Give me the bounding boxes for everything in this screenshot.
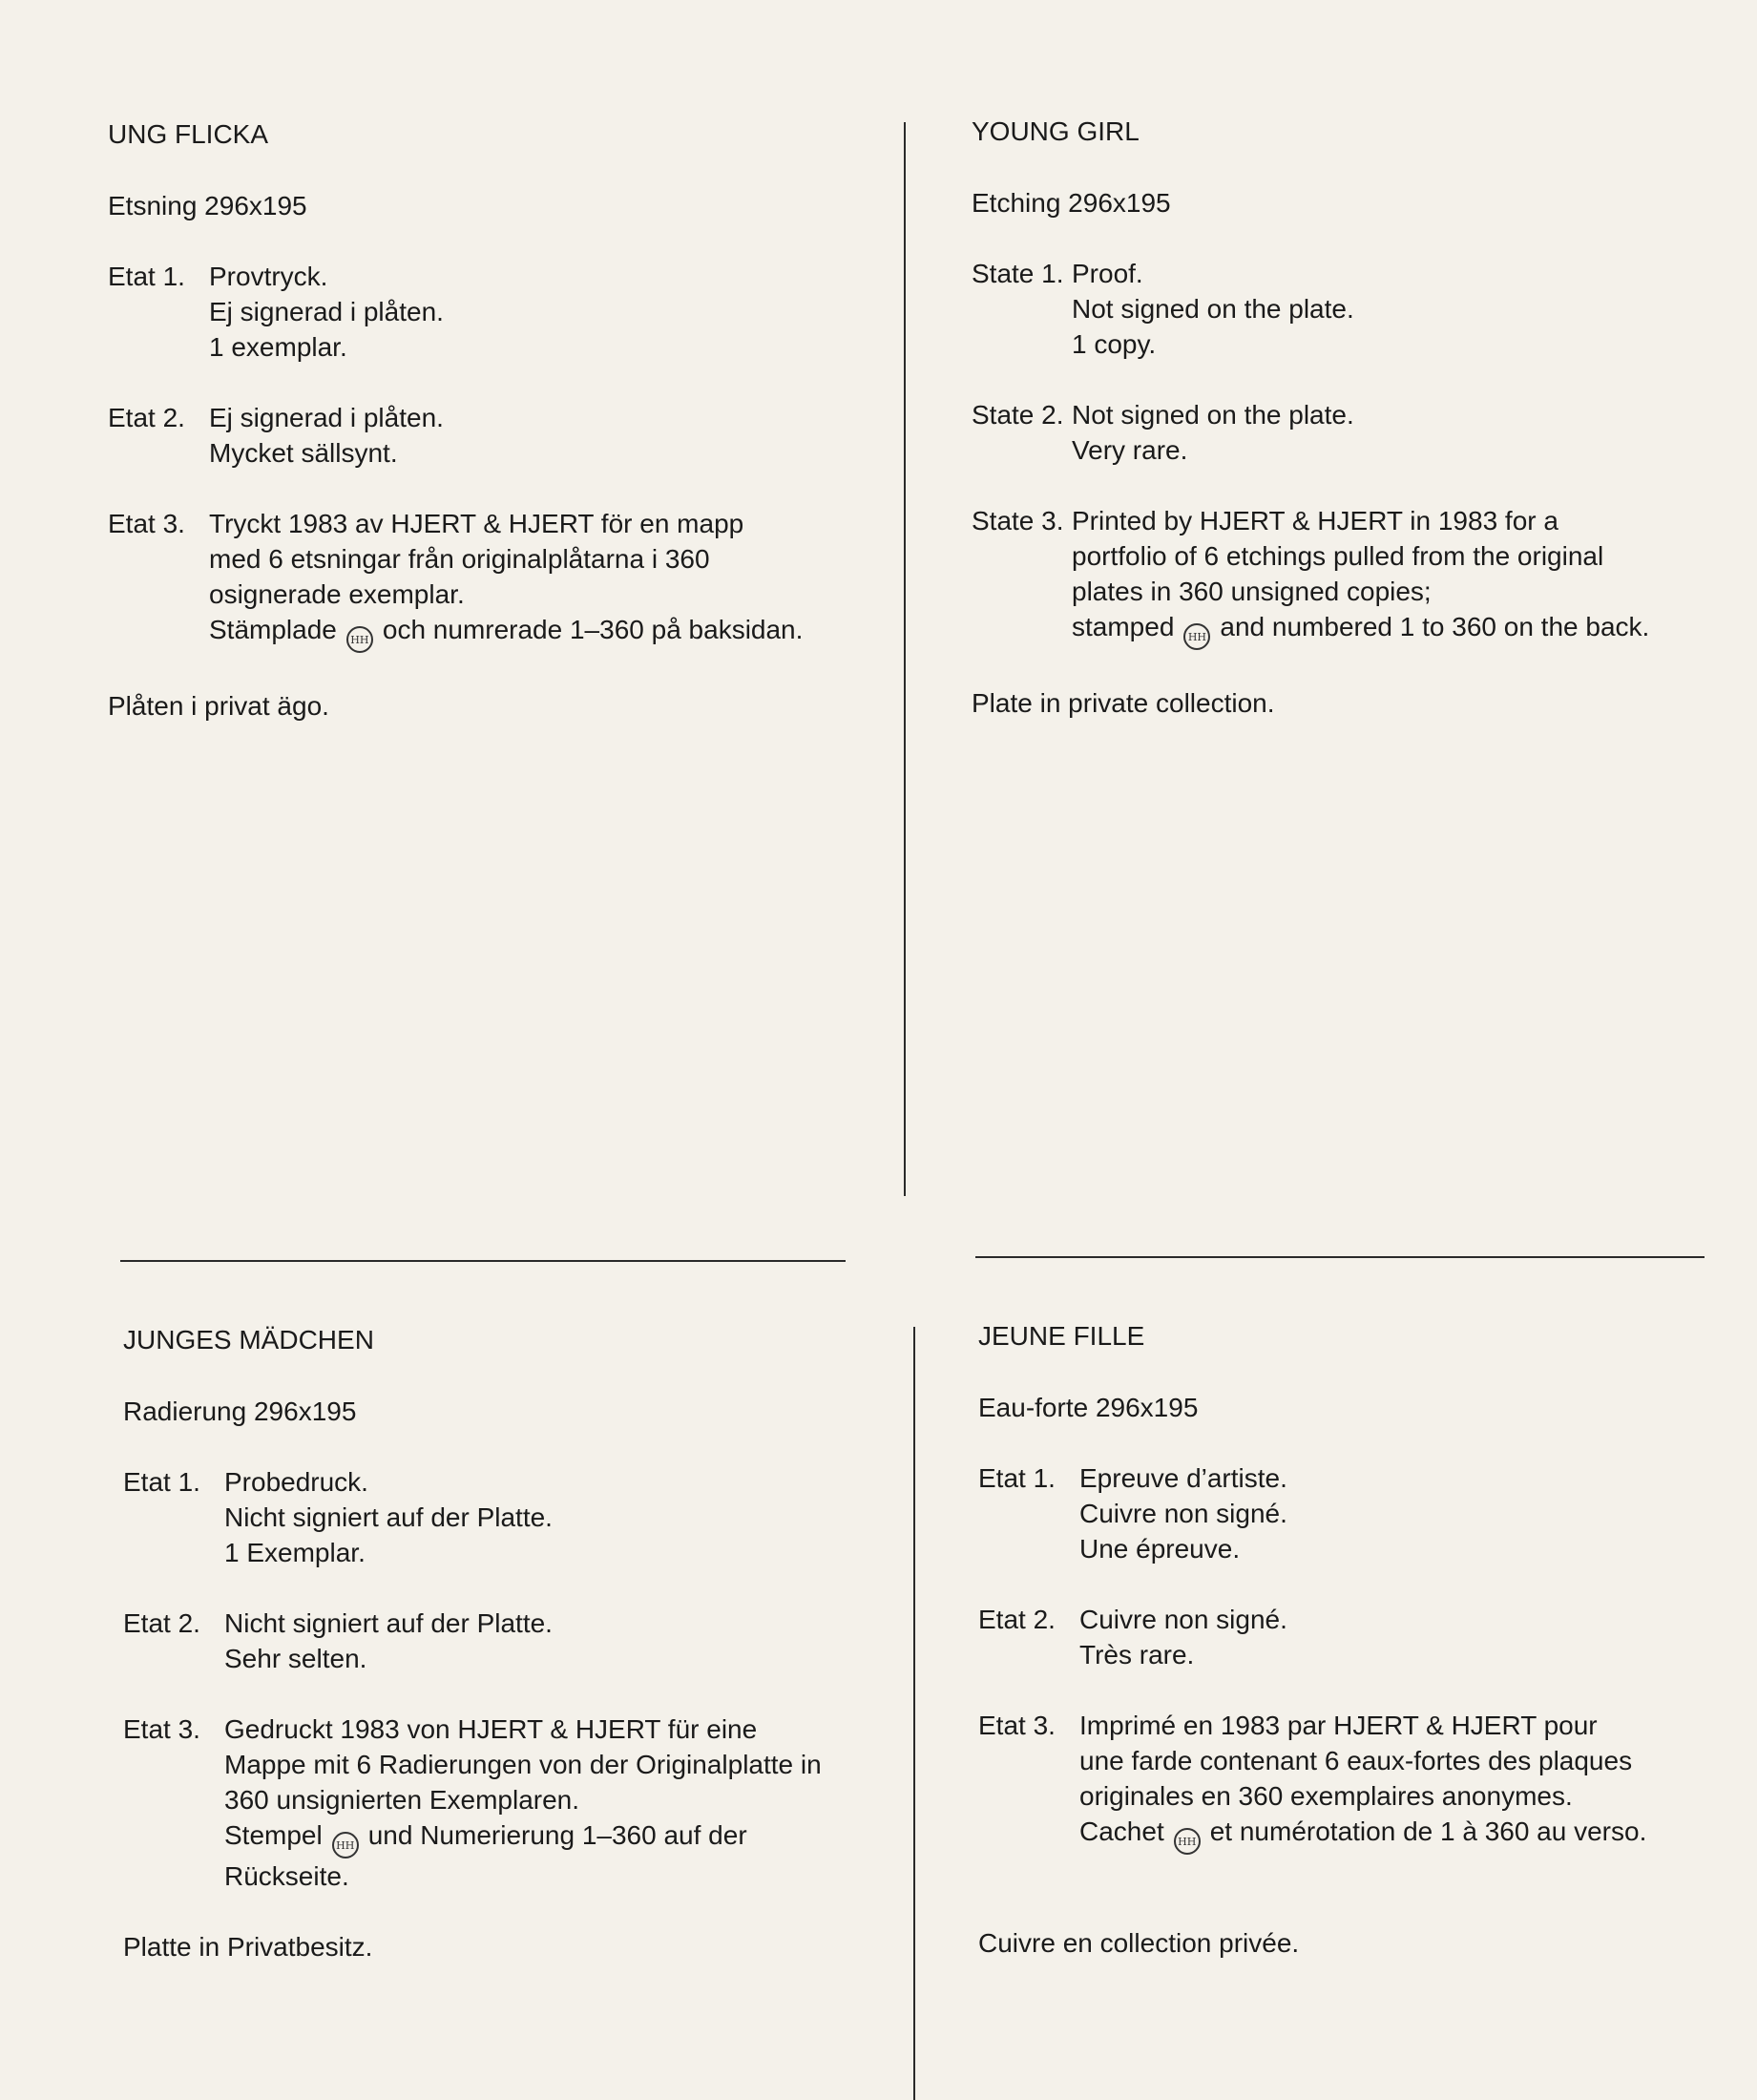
state-line: osignerade exemplar. xyxy=(209,579,465,609)
hjert-stamp-icon: HH xyxy=(1183,623,1210,650)
state-line: portfolio of 6 etchings pulled from the original xyxy=(1072,541,1604,571)
state-line: Epreuve d’artiste. xyxy=(1079,1463,1287,1493)
stamp-text-after: und Numerierung 1–360 auf der xyxy=(367,1820,747,1850)
state-label: Etat 2. xyxy=(123,1608,200,1638)
state-line: plates in 360 unsigned copies; xyxy=(1072,577,1432,606)
stamp-line xyxy=(1072,609,1649,650)
section-title: JUNGES MÄDCHEN xyxy=(123,1325,374,1354)
state-line: Sehr selten. xyxy=(224,1644,367,1673)
state-2 xyxy=(108,400,803,471)
state-line: Une épreuve. xyxy=(1079,1534,1241,1564)
german-section xyxy=(123,1322,822,1964)
plate-owner: Plate in private collection. xyxy=(972,688,1275,718)
state-line: Not signed on the plate. xyxy=(1072,400,1354,430)
state-1 xyxy=(972,256,1649,362)
state-line: Mycket sällsynt. xyxy=(209,438,398,468)
state-line: 360 unsignierten Exemplaren. xyxy=(224,1785,580,1815)
state-1 xyxy=(123,1464,822,1570)
state-line: Cuivre non signé. xyxy=(1079,1605,1287,1634)
state-3 xyxy=(108,506,803,653)
state-line: Very rare. xyxy=(1072,435,1188,465)
vertical-divider-top xyxy=(904,122,906,1196)
state-line: Rückseite. xyxy=(224,1861,349,1891)
state-2 xyxy=(972,397,1649,468)
state-label: Etat 2. xyxy=(978,1605,1056,1634)
medium-dimensions: Etching 296x195 xyxy=(972,188,1171,218)
stamp-text-after: et numérotation de 1 à 360 au verso. xyxy=(1209,1816,1647,1846)
state-label: Etat 3. xyxy=(978,1711,1056,1740)
state-line: Provtryck. xyxy=(209,262,328,291)
french-section xyxy=(978,1318,1646,1961)
state-1 xyxy=(108,259,803,365)
state-line: 1 Exemplar. xyxy=(224,1538,366,1567)
medium-dimensions: Eau-forte 296x195 xyxy=(978,1393,1199,1422)
plate-owner: Platte in Privatbesitz. xyxy=(123,1932,373,1962)
hjert-stamp-icon: HH xyxy=(346,626,373,653)
horizontal-divider-right xyxy=(975,1256,1705,1258)
state-label: Etat 3. xyxy=(108,509,185,538)
stamp-text-before: Stempel xyxy=(224,1820,323,1850)
english-section xyxy=(972,114,1649,721)
state-line: Proof. xyxy=(1072,259,1143,288)
state-line: Très rare. xyxy=(1079,1640,1195,1670)
state-label: Etat 1. xyxy=(123,1467,200,1497)
state-label: State 3. xyxy=(972,506,1064,536)
swedish-section xyxy=(108,116,803,724)
state-line: une farde contenant 6 eaux-fortes des plaques xyxy=(1079,1746,1633,1775)
state-2 xyxy=(123,1606,822,1676)
state-3 xyxy=(123,1712,822,1894)
vertical-divider-bottom xyxy=(913,1327,915,2100)
stamp-line xyxy=(209,612,803,653)
state-label: State 2. xyxy=(972,400,1064,430)
stamp-text-before: Stämplade xyxy=(209,615,337,644)
stamp-text-after: and numbered 1 to 360 on the back. xyxy=(1220,612,1650,641)
stamp-text-after: och numrerade 1–360 på baksidan. xyxy=(382,615,804,644)
stamp-text-before: Cachet xyxy=(1079,1816,1164,1846)
state-line: med 6 etsningar från originalplåtarna i 360 xyxy=(209,544,710,574)
hjert-stamp-icon: HH xyxy=(332,1832,359,1858)
state-label: State 1. xyxy=(972,259,1064,288)
hjert-stamp-icon: HH xyxy=(1174,1828,1201,1855)
stamp-line xyxy=(1079,1814,1646,1855)
state-line: Gedruckt 1983 von HJERT & HJERT für eine xyxy=(224,1714,758,1744)
state-line: Probedruck. xyxy=(224,1467,368,1497)
state-label: Etat 1. xyxy=(978,1463,1056,1493)
state-2 xyxy=(978,1602,1646,1672)
state-1 xyxy=(978,1460,1646,1566)
state-line: Nicht signiert auf der Platte. xyxy=(224,1502,553,1532)
state-label: Etat 2. xyxy=(108,403,185,432)
state-3 xyxy=(972,503,1649,650)
section-title: UNG FLICKA xyxy=(108,119,269,149)
section-title: JEUNE FILLE xyxy=(978,1321,1145,1351)
state-line: Cuivre non signé. xyxy=(1079,1499,1287,1528)
state-line: Ej signerad i plåten. xyxy=(209,403,444,432)
state-line: Not signed on the plate. xyxy=(1072,294,1354,324)
plate-owner: Cuivre en collection privée. xyxy=(978,1928,1300,1958)
section-title: YOUNG GIRL xyxy=(972,116,1140,146)
state-line: originales en 360 exemplaires anonymes. xyxy=(1079,1781,1573,1811)
state-label: Etat 1. xyxy=(108,262,185,291)
medium-dimensions: Radierung 296x195 xyxy=(123,1396,357,1426)
state-line: Ej signerad i plåten. xyxy=(209,297,444,326)
state-label: Etat 3. xyxy=(123,1714,200,1744)
plate-owner: Plåten i privat ägo. xyxy=(108,691,329,721)
state-line: Tryckt 1983 av HJERT & HJERT för en mapp xyxy=(209,509,744,538)
state-line: Printed by HJERT & HJERT in 1983 for a xyxy=(1072,506,1558,536)
medium-dimensions: Etsning 296x195 xyxy=(108,191,307,220)
stamp-text-before: stamped xyxy=(1072,612,1175,641)
horizontal-divider-left xyxy=(120,1260,846,1262)
stamp-line xyxy=(224,1817,822,1858)
state-line: Nicht signiert auf der Platte. xyxy=(224,1608,553,1638)
state-line: Imprimé en 1983 par HJERT & HJERT pour xyxy=(1079,1711,1598,1740)
state-3 xyxy=(978,1708,1646,1855)
state-line: 1 copy. xyxy=(1072,329,1157,359)
state-line: 1 exemplar. xyxy=(209,332,347,362)
state-line: Mappe mit 6 Radierungen von der Originalplatte in xyxy=(224,1750,822,1779)
